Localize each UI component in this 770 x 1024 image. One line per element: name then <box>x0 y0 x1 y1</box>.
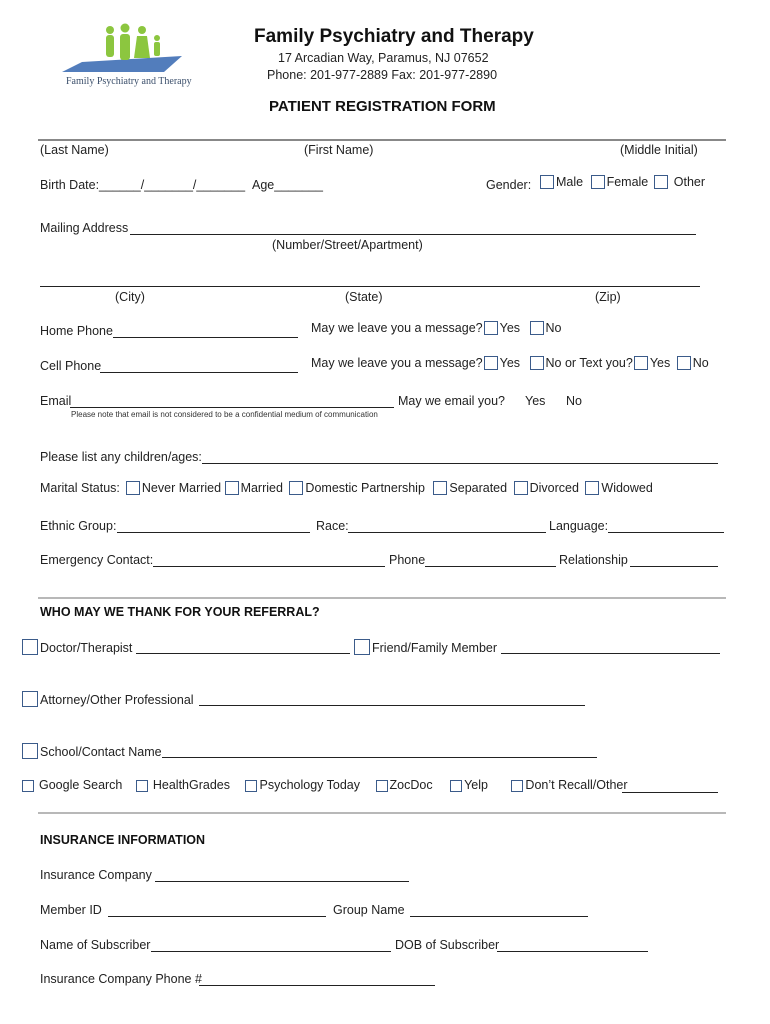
text-no-label: No <box>692 356 709 370</box>
gender-other-checkbox[interactable] <box>654 175 668 189</box>
children-label: Please list any children/ages: <box>40 450 202 464</box>
group-name-label: Group Name <box>333 903 405 917</box>
children-line[interactable] <box>202 463 718 464</box>
cell-phone-no-checkbox[interactable] <box>530 356 544 370</box>
gender-options <box>540 175 705 189</box>
divorced-checkbox[interactable] <box>514 481 528 495</box>
google-search-checkbox[interactable] <box>22 780 34 792</box>
race-label: Race: <box>316 519 349 533</box>
google-search-label: Google Search <box>39 778 123 792</box>
separated-checkbox[interactable] <box>433 481 447 495</box>
psychology-today-label: Psychology Today <box>259 778 361 792</box>
city-label: (City) <box>115 290 145 304</box>
home-phone-line[interactable] <box>113 337 298 338</box>
logo-text: Family Psychiatry and Therapy <box>66 76 192 87</box>
subscriber-dob-label: DOB of Subscriber <box>395 938 500 952</box>
cell-phone-no-text-label: No or Text you? <box>545 356 633 370</box>
widowed-label: Widowed <box>601 481 653 495</box>
yelp-label: Yelp <box>464 778 488 792</box>
online-sources-row <box>22 778 628 792</box>
referral-divider <box>38 597 726 599</box>
member-id-line[interactable] <box>108 916 326 917</box>
ethnic-group-label: Ethnic Group: <box>40 519 117 533</box>
city-state-zip-line[interactable] <box>40 286 700 287</box>
zocdoc-checkbox[interactable] <box>376 780 388 792</box>
dont-recall-checkbox[interactable] <box>511 780 523 792</box>
home-phone-label: Home Phone <box>40 324 113 338</box>
domestic-partnership-label: Domestic Partnership <box>305 481 425 495</box>
gender-label: Gender: <box>486 178 532 192</box>
group-name-line[interactable] <box>410 916 588 917</box>
cell-phone-yes-label: Yes <box>499 356 521 370</box>
zip-label: (Zip) <box>595 290 621 304</box>
friend-family-label: Friend/Family Member <box>372 641 498 655</box>
referral-heading: WHO MAY WE THANK FOR YOUR REFERRAL? <box>40 605 320 619</box>
insurance-phone-label: Insurance Company Phone # <box>40 972 202 986</box>
home-phone-no-label: No <box>545 321 562 335</box>
insurance-divider <box>38 812 726 814</box>
race-line[interactable] <box>348 532 546 533</box>
cell-phone-yes-checkbox[interactable] <box>484 356 498 370</box>
psychology-today-checkbox[interactable] <box>245 780 257 792</box>
gender-male-label: Male <box>556 175 584 189</box>
emergency-contact-label: Emergency Contact: <box>40 553 154 567</box>
home-phone-message-question <box>311 321 562 335</box>
family-logo-icon <box>62 22 202 74</box>
email-question: May we email you? <box>398 394 505 408</box>
attorney-line[interactable] <box>199 705 585 706</box>
school-contact-label: School/Contact Name <box>40 745 162 759</box>
doctor-therapist-label: Doctor/Therapist <box>40 641 133 655</box>
yelp-checkbox[interactable] <box>450 780 462 792</box>
email-confidentiality-note: Please note that email is not considered to be a confidential medium of communication <box>71 410 378 419</box>
dont-recall-label: Don’t Recall/Other <box>525 778 628 792</box>
subscriber-name-label: Name of Subscriber <box>40 938 151 952</box>
married-checkbox[interactable] <box>225 481 239 495</box>
never-married-label: Never Married <box>141 481 222 495</box>
cell-phone-label: Cell Phone <box>40 359 102 373</box>
attorney-referral-row <box>22 691 194 707</box>
divorced-label: Divorced <box>529 481 579 495</box>
doctor-referral-row <box>22 639 132 655</box>
relationship-line[interactable] <box>630 566 718 567</box>
text-yes-checkbox[interactable] <box>634 356 648 370</box>
marital-status-row <box>40 481 653 495</box>
insurance-company-line[interactable] <box>155 881 409 882</box>
emergency-phone-line[interactable] <box>425 566 556 567</box>
insurance-company-label: Insurance Company <box>40 868 152 882</box>
text-no-checkbox[interactable] <box>677 356 691 370</box>
friend-family-checkbox[interactable] <box>354 639 370 655</box>
subscriber-name-line[interactable] <box>151 951 391 952</box>
relationship-label: Relationship <box>559 553 628 567</box>
doctor-therapist-line[interactable] <box>136 653 350 654</box>
member-id-label: Member ID <box>40 903 102 917</box>
form-title: PATIENT REGISTRATION FORM <box>269 98 496 115</box>
married-label: Married <box>240 481 283 495</box>
friend-referral-row <box>354 639 497 655</box>
email-no-option[interactable]: No <box>566 394 582 408</box>
friend-family-line[interactable] <box>501 653 720 654</box>
healthgrades-checkbox[interactable] <box>136 780 148 792</box>
cell-phone-question-text: May we leave you a message? <box>311 356 483 370</box>
domestic-partnership-checkbox[interactable] <box>289 481 303 495</box>
home-phone-question-text: May we leave you a message? <box>311 321 483 335</box>
cell-phone-message-question <box>311 356 709 370</box>
school-contact-line[interactable] <box>162 757 597 758</box>
insurance-heading: INSURANCE INFORMATION <box>40 833 206 847</box>
email-yes-option[interactable]: Yes <box>525 394 546 408</box>
text-yes-label: Yes <box>649 356 671 370</box>
home-phone-yes-checkbox[interactable] <box>484 321 498 335</box>
logo <box>62 22 202 90</box>
birth-date-field[interactable]: Birth Date:______/_______/_______ <box>40 178 246 192</box>
widowed-checkbox[interactable] <box>585 481 599 495</box>
org-name: Family Psychiatry and Therapy <box>254 26 534 47</box>
healthgrades-label: HealthGrades <box>152 778 230 792</box>
gender-female-checkbox[interactable] <box>591 175 605 189</box>
gender-other-label: Other <box>673 175 706 189</box>
emergency-contact-line[interactable] <box>153 566 385 567</box>
zocdoc-label: ZocDoc <box>389 778 433 792</box>
header-divider <box>38 139 726 141</box>
gender-female-label: Female <box>606 175 649 189</box>
middle-initial-label: (Middle Initial) <box>620 143 698 157</box>
cell-phone-line[interactable] <box>100 372 298 373</box>
attorney-label: Attorney/Other Professional <box>40 693 194 707</box>
email-label: Email <box>40 394 72 408</box>
separated-label: Separated <box>449 481 508 495</box>
doctor-therapist-checkbox[interactable] <box>22 639 38 655</box>
ethnic-group-line[interactable] <box>117 532 310 533</box>
subscriber-dob-line[interactable] <box>497 951 648 952</box>
email-line[interactable] <box>70 407 394 408</box>
insurance-phone-line[interactable] <box>199 985 435 986</box>
marital-status-label: Marital Status: <box>40 481 120 495</box>
home-phone-no-checkbox[interactable] <box>530 321 544 335</box>
school-contact-checkbox[interactable] <box>22 743 38 759</box>
state-label: (State) <box>345 290 383 304</box>
emergency-phone-label: Phone <box>389 553 426 567</box>
age-field[interactable]: Age_______ <box>252 178 323 192</box>
home-phone-yes-label: Yes <box>499 321 521 335</box>
first-name-label: (First Name) <box>304 143 374 157</box>
org-address: 17 Arcadian Way, Paramus, NJ 07652 <box>278 51 489 65</box>
language-label: Language: <box>549 519 609 533</box>
org-phone-fax: Phone: 201-977-2889 Fax: 201-977-2890 <box>267 68 498 82</box>
mailing-address-line[interactable] <box>130 234 696 235</box>
mailing-address-label: Mailing Address <box>40 221 129 235</box>
street-sub-label: (Number/Street/Apartment) <box>272 238 423 252</box>
gender-male-checkbox[interactable] <box>540 175 554 189</box>
language-line[interactable] <box>608 532 724 533</box>
never-married-checkbox[interactable] <box>126 481 140 495</box>
attorney-checkbox[interactable] <box>22 691 38 707</box>
last-name-label: (Last Name) <box>40 143 109 157</box>
school-referral-row <box>22 743 162 759</box>
dont-recall-line[interactable] <box>622 792 718 793</box>
